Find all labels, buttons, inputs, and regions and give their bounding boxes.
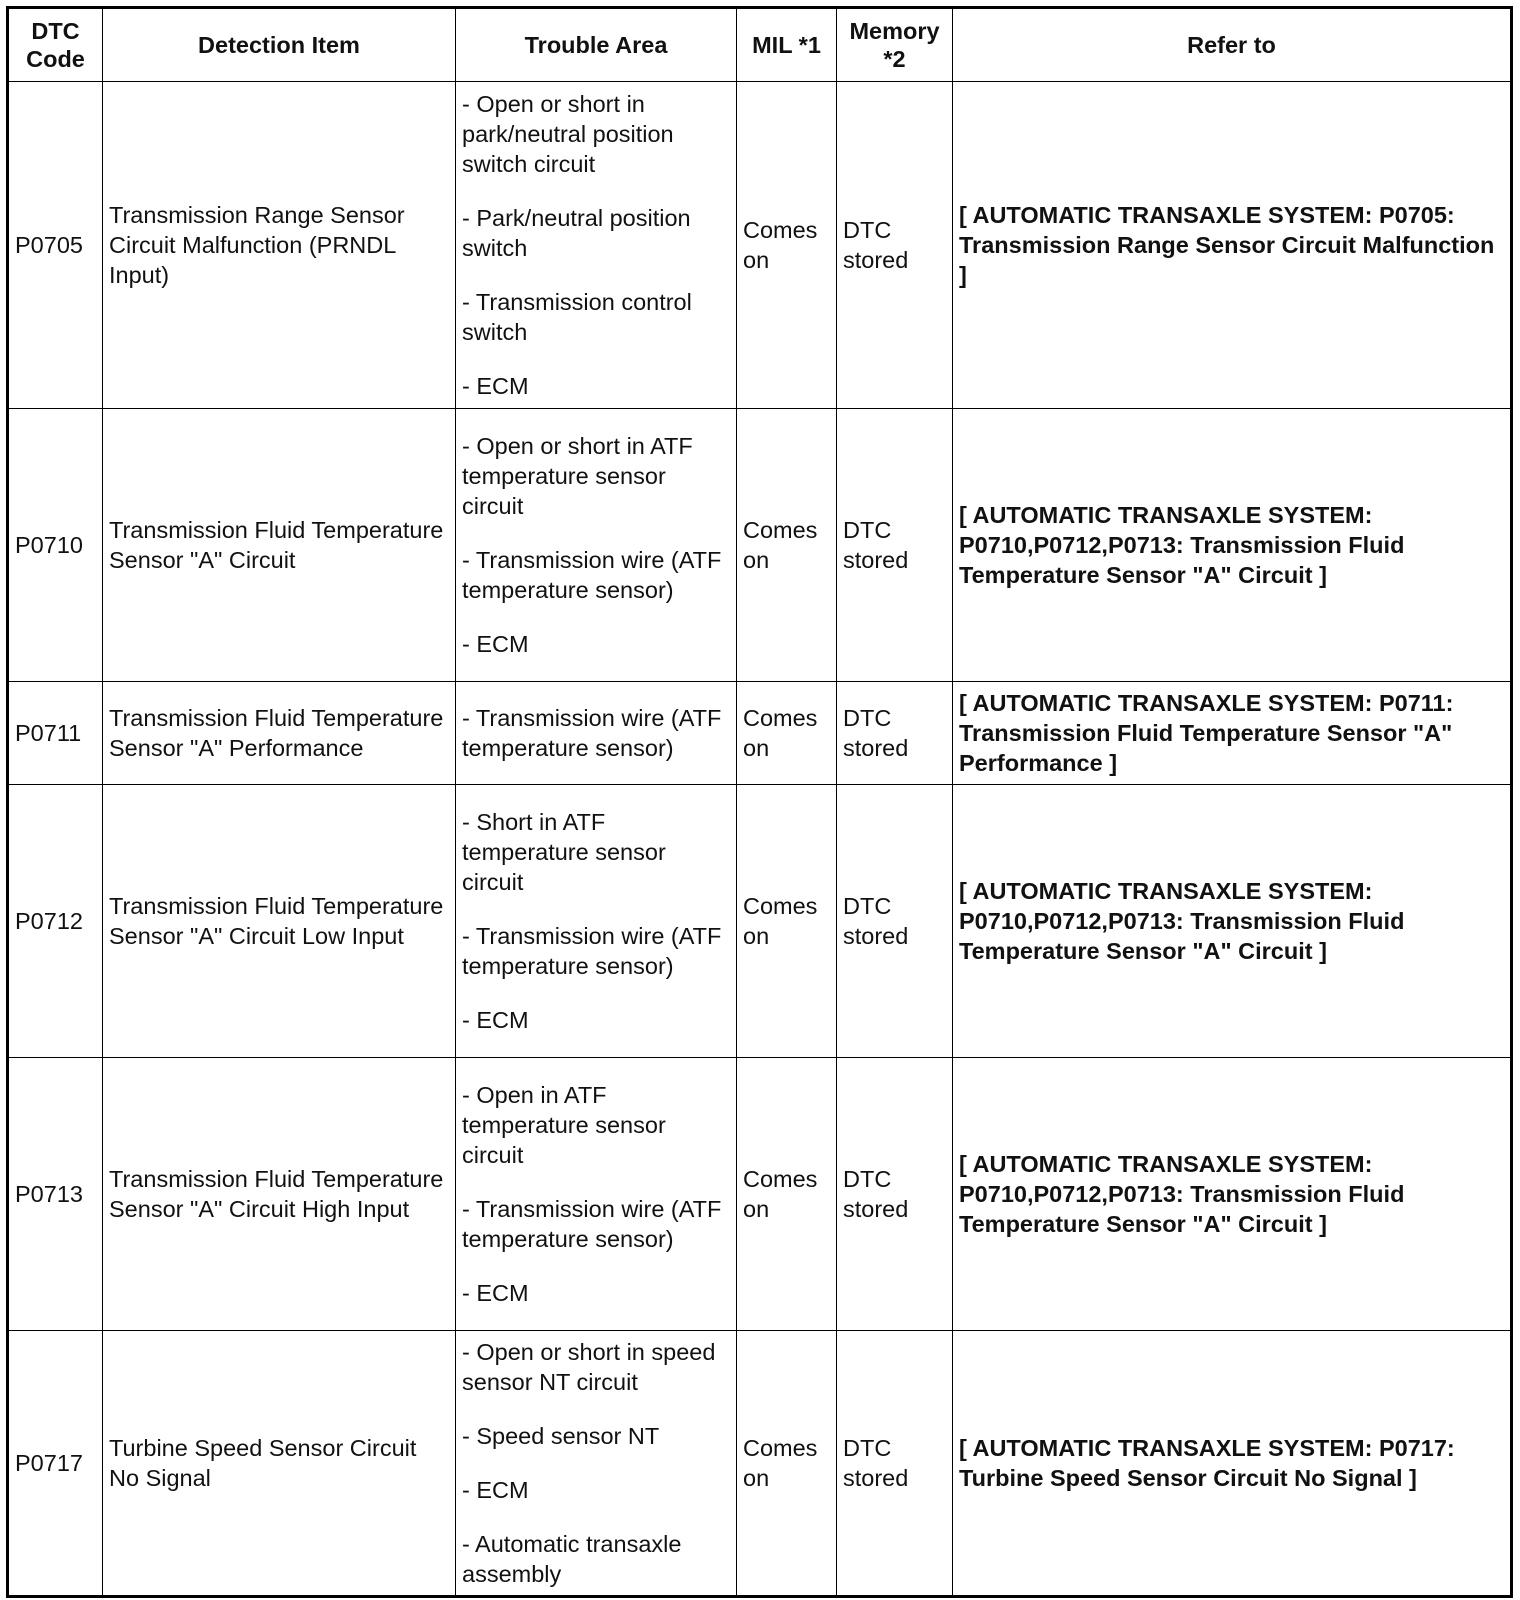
memory-cell: DTC stored xyxy=(837,682,953,785)
trouble-area-cell xyxy=(456,82,737,409)
dtc-code-cell: P0710 xyxy=(8,409,103,682)
trouble-area-cell xyxy=(456,785,737,1058)
dtc-code-cell: P0711 xyxy=(8,682,103,785)
table-row xyxy=(8,1058,1512,1331)
header-row xyxy=(8,8,1512,82)
refer-to-link[interactable]: [ AUTOMATIC TRANSAXLE SYSTEM: P0710,P0712,P0713: Transmission Fluid Temperature Sensor "A" Circuit ] xyxy=(953,409,1512,682)
detection-item-cell: Transmission Fluid Temperature Sensor "A" Circuit xyxy=(103,409,456,682)
trouble-area-item: - Open or short in speed sensor NT circuit xyxy=(462,1339,716,1395)
trouble-area-item: - Short in ATF temperature sensor circuit xyxy=(462,809,666,895)
memory-cell: DTC stored xyxy=(837,1331,953,1597)
refer-to-link[interactable]: [ AUTOMATIC TRANSAXLE SYSTEM: P0710,P0712,P0713: Transmission Fluid Temperature Sensor "A" Circuit ] xyxy=(953,1058,1512,1331)
trouble-area-cell xyxy=(456,409,737,682)
trouble-area-item: - Open or short in park/neutral position switch circuit xyxy=(462,91,674,177)
trouble-area-item: - ECM xyxy=(462,1280,529,1306)
memory-cell: DTC stored xyxy=(837,1058,953,1331)
mil-cell: Comes on xyxy=(737,82,837,409)
table-row xyxy=(8,409,1512,682)
mil-cell: Comes on xyxy=(737,682,837,785)
trouble-area-item: - Transmission wire (ATF temperature sensor) xyxy=(462,1196,722,1252)
mil-cell: Comes on xyxy=(737,1058,837,1331)
table-row xyxy=(8,682,1512,785)
mil-cell: Comes on xyxy=(737,409,837,682)
trouble-area-item: - Speed sensor NT xyxy=(462,1423,660,1449)
trouble-area-item: - ECM xyxy=(462,1477,529,1503)
dtc-code-cell: P0712 xyxy=(8,785,103,1058)
detection-item-cell: Transmission Fluid Temperature Sensor "A" Circuit High Input xyxy=(103,1058,456,1331)
header-trouble-area: Trouble Area xyxy=(456,8,737,82)
mil-cell: Comes on xyxy=(737,1331,837,1597)
dtc-code-cell: P0717 xyxy=(8,1331,103,1597)
trouble-area-cell xyxy=(456,1058,737,1331)
header-memory: Memory *2 xyxy=(837,8,953,82)
trouble-area-item: - Open in ATF temperature sensor circuit xyxy=(462,1082,666,1168)
trouble-area-cell xyxy=(456,682,737,785)
trouble-area-item: - Transmission wire (ATF temperature sensor) xyxy=(462,705,722,761)
trouble-area-item: - Park/neutral position switch xyxy=(462,205,691,261)
header-refer-to: Refer to xyxy=(953,8,1512,82)
trouble-area-item: - ECM xyxy=(462,373,529,399)
trouble-area-cell xyxy=(456,1331,737,1597)
refer-to-link[interactable]: [ AUTOMATIC TRANSAXLE SYSTEM: P0705: Transmission Range Sensor Circuit Malfunction ] xyxy=(953,82,1512,409)
detection-item-cell: Transmission Fluid Temperature Sensor "A" Performance xyxy=(103,682,456,785)
refer-to-link[interactable]: [ AUTOMATIC TRANSAXLE SYSTEM: P0710,P0712,P0713: Transmission Fluid Temperature Sensor "A" Circuit ] xyxy=(953,785,1512,1058)
refer-to-link[interactable]: [ AUTOMATIC TRANSAXLE SYSTEM: P0717: Turbine Speed Sensor Circuit No Signal ] xyxy=(953,1331,1512,1597)
table-row xyxy=(8,82,1512,409)
detection-item-cell: Transmission Fluid Temperature Sensor "A" Circuit Low Input xyxy=(103,785,456,1058)
dtc-table xyxy=(6,6,1513,1598)
trouble-area-item: - ECM xyxy=(462,1007,529,1033)
mil-cell: Comes on xyxy=(737,785,837,1058)
header-dtc-code: DTC Code xyxy=(8,8,103,82)
trouble-area-item: - Transmission control switch xyxy=(462,289,692,345)
memory-cell: DTC stored xyxy=(837,82,953,409)
trouble-area-item: - Open or short in ATF temperature sensor circuit xyxy=(462,433,693,519)
table-row xyxy=(8,1331,1512,1597)
trouble-area-item: - ECM xyxy=(462,631,529,657)
memory-cell: DTC stored xyxy=(837,409,953,682)
table-row xyxy=(8,785,1512,1058)
trouble-area-item: - Automatic transaxle assembly xyxy=(462,1531,682,1587)
memory-cell: DTC stored xyxy=(837,785,953,1058)
dtc-code-cell: P0713 xyxy=(8,1058,103,1331)
trouble-area-item: - Transmission wire (ATF temperature sensor) xyxy=(462,547,722,603)
detection-item-cell: Transmission Range Sensor Circuit Malfunction (PRNDL Input) xyxy=(103,82,456,409)
header-mil: MIL *1 xyxy=(737,8,837,82)
detection-item-cell: Turbine Speed Sensor Circuit No Signal xyxy=(103,1331,456,1597)
header-detection-item: Detection Item xyxy=(103,8,456,82)
refer-to-link[interactable]: [ AUTOMATIC TRANSAXLE SYSTEM: P0711: Transmission Fluid Temperature Sensor "A" Performance ] xyxy=(953,682,1512,785)
dtc-code-cell: P0705 xyxy=(8,82,103,409)
trouble-area-item: - Transmission wire (ATF temperature sensor) xyxy=(462,923,722,979)
